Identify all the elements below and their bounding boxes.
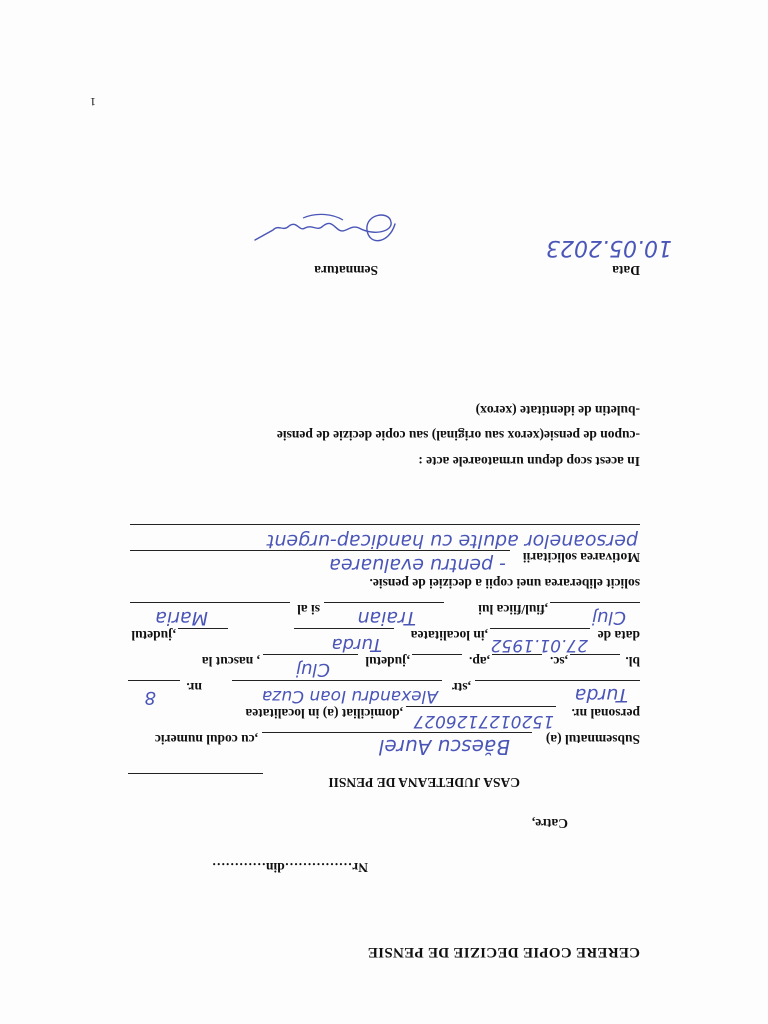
- label-nr: nr.: [186, 680, 202, 695]
- number-line: [128, 680, 180, 681]
- label-data-de: data de: [597, 628, 640, 643]
- label-fiul-fiica: ,fiul/fiica lui: [478, 602, 548, 617]
- birth-county-line: [550, 602, 640, 603]
- attachments-intro: In acest scop depun urmatoarele acte :: [418, 454, 640, 469]
- handwritten-birth-date: 27.01.1952: [490, 635, 588, 655]
- handwritten-locality: Turda: [574, 684, 628, 706]
- handwritten-reason-1: - pentru evaluarea: [329, 554, 506, 576]
- label-judetul: ,judetul: [365, 654, 410, 669]
- birth-date-line: [490, 628, 590, 629]
- institution-name: CASA JUDETEANA DE PENSII: [328, 775, 520, 790]
- handwritten-birth-county: Cluj: [592, 607, 626, 628]
- handwritten-street: Alexandru Ioan Cuza: [261, 686, 438, 706]
- label-subsemnatul: Subsemnatul (a): [545, 732, 640, 747]
- cnp-line: [406, 706, 556, 707]
- label-cod-numeric: ,cu codul numeric: [154, 732, 258, 747]
- handwritten-cnp: 1520127126027: [413, 711, 554, 731]
- handwritten-father: Traian: [357, 607, 416, 629]
- handwritten-name: Băescu Aurel: [378, 735, 510, 759]
- attachment-item-2: -buletin de identitate (xerox): [475, 403, 640, 418]
- signature-mark: [243, 204, 403, 254]
- document-title: CERERE COPIE DECIZIE DE PENSIE: [367, 944, 640, 960]
- name-line: [262, 732, 532, 733]
- registration-number-line: Nr……………din…………: [211, 860, 368, 875]
- institution-blank-line: [128, 773, 263, 774]
- label-personal-nr: personal nr.: [571, 706, 640, 721]
- signature-label: Semnatura: [314, 263, 378, 278]
- mother-line: [130, 602, 290, 603]
- label-judetul-2: ,judetul: [131, 628, 176, 643]
- label-si-al: si al: [297, 602, 320, 617]
- locality-line: [475, 680, 640, 681]
- date-label: Data: [612, 263, 640, 278]
- page-number: 1: [90, 95, 96, 109]
- handwritten-county: Cluj: [296, 659, 330, 680]
- label-str: ,str: [451, 680, 471, 695]
- street-line: [232, 680, 442, 681]
- attachment-item-1: -cupon de pensie(xerox sau original) sau copie decizie de pensie: [276, 428, 640, 443]
- addressee-label: Catre,: [531, 816, 568, 831]
- label-motivarea: Motivarea solicitarii: [522, 550, 640, 565]
- handwritten-mother: Maria: [155, 607, 208, 629]
- apartment-line: [412, 654, 462, 655]
- father-line: [324, 602, 444, 603]
- label-ap: ,ap.: [468, 654, 490, 669]
- handwritten-number: 8: [144, 687, 156, 708]
- label-domiciliat: ,domiciliat (a) in localitatea: [245, 706, 403, 721]
- handwritten-reason-2: persoanelor adulte cu handicap-urgent: [266, 530, 638, 552]
- label-sc: ,sc.: [550, 654, 568, 669]
- reason-line-2: [130, 524, 640, 525]
- handwritten-birth-place: Turda: [331, 634, 382, 655]
- label-bl: bl.: [625, 654, 640, 669]
- handwritten-date: 10.05.2023: [546, 235, 672, 260]
- label-in-localitatea: ,in localitatea: [410, 628, 488, 643]
- label-nascut-la: , nascut la: [201, 654, 260, 669]
- request-sentence: solicit eliberarea unei copii a deciziei de pensie.: [369, 576, 640, 591]
